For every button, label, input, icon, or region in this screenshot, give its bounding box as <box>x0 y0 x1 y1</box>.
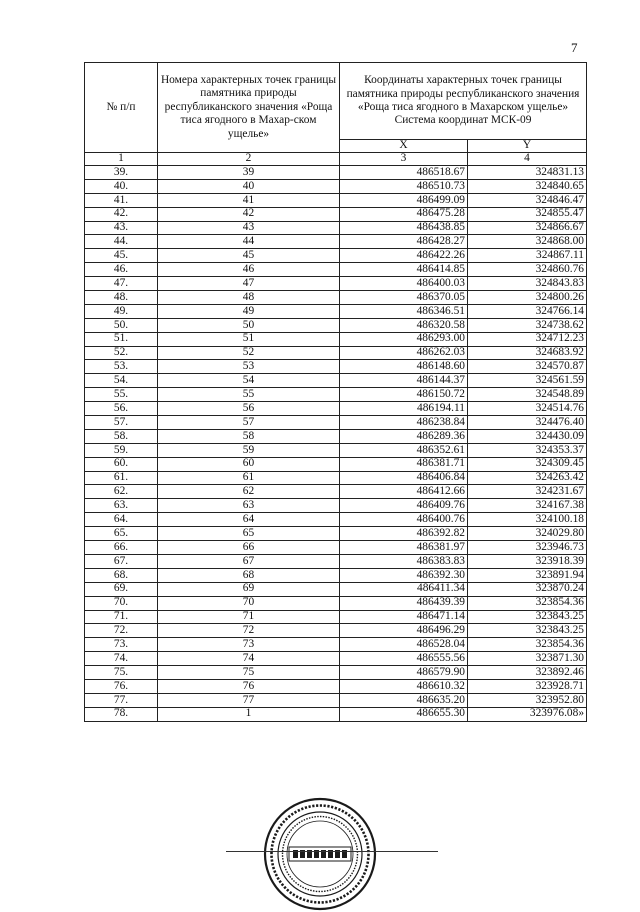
y-coordinate-cell: 323854.36 <box>468 596 587 610</box>
signature-line <box>226 851 438 852</box>
table-row <box>85 554 587 568</box>
x-coordinate-cell: 486579.90 <box>340 666 468 680</box>
y-coordinate-cell: 324860.76 <box>468 263 587 277</box>
x-coordinate-cell: 486439.39 <box>340 596 468 610</box>
x-coordinate-cell: 486414.85 <box>340 263 468 277</box>
point-number-cell: 51 <box>158 332 340 346</box>
point-number-cell: 71 <box>158 610 340 624</box>
x-coordinate-cell: 486422.26 <box>340 249 468 263</box>
row-number-cell: 49. <box>85 304 158 318</box>
point-number-cell: 48 <box>158 291 340 305</box>
row-number-cell: 50. <box>85 318 158 332</box>
x-coordinate-cell: 486346.51 <box>340 304 468 318</box>
y-coordinate-cell: 324846.47 <box>468 193 587 207</box>
y-coordinate-cell: 323946.73 <box>468 541 587 555</box>
row-number-cell: 66. <box>85 541 158 555</box>
x-coordinate-cell: 486381.71 <box>340 457 468 471</box>
x-coordinate-cell: 486289.36 <box>340 429 468 443</box>
table-row <box>85 304 587 318</box>
table-row <box>85 443 587 457</box>
table-row <box>85 679 587 693</box>
table-body <box>85 166 587 722</box>
x-coordinate-cell: 486471.14 <box>340 610 468 624</box>
point-number-cell: 58 <box>158 429 340 443</box>
x-coordinate-cell: 486555.56 <box>340 652 468 666</box>
table-row <box>85 652 587 666</box>
row-number-cell: 58. <box>85 429 158 443</box>
point-number-cell: 73 <box>158 638 340 652</box>
x-coordinate-cell: 486400.03 <box>340 277 468 291</box>
table-row <box>85 193 587 207</box>
row-number-cell: 40. <box>85 179 158 193</box>
row-number-cell: 73. <box>85 638 158 652</box>
point-number-cell: 66 <box>158 541 340 555</box>
x-coordinate-cell: 486438.85 <box>340 221 468 235</box>
point-number-cell: 52 <box>158 346 340 360</box>
header-coordinates: Координаты характерных точек границы памятника природы республиканского значения «Роща тиса ягодного в Махарском ущелье» Система координат МСК-09 <box>340 63 587 140</box>
x-coordinate-cell: 486392.30 <box>340 568 468 582</box>
point-number-cell: 63 <box>158 499 340 513</box>
table-row <box>85 388 587 402</box>
row-number-cell: 52. <box>85 346 158 360</box>
point-number-cell: 62 <box>158 485 340 499</box>
y-coordinate-cell: 323976.08» <box>468 707 587 721</box>
table-row <box>85 541 587 555</box>
row-number-cell: 43. <box>85 221 158 235</box>
row-number-cell: 56. <box>85 402 158 416</box>
point-number-cell: 77 <box>158 693 340 707</box>
y-coordinate-cell: 323928.71 <box>468 679 587 693</box>
table-row <box>85 402 587 416</box>
header-x: X <box>340 140 468 153</box>
x-coordinate-cell: 486352.61 <box>340 443 468 457</box>
row-number-cell: 76. <box>85 679 158 693</box>
y-coordinate-cell: 323871.30 <box>468 652 587 666</box>
y-coordinate-cell: 323918.39 <box>468 554 587 568</box>
point-number-cell: 75 <box>158 666 340 680</box>
table-row <box>85 527 587 541</box>
row-number-cell: 53. <box>85 360 158 374</box>
point-number-cell: 60 <box>158 457 340 471</box>
point-number-cell: 76 <box>158 679 340 693</box>
table-row <box>85 596 587 610</box>
x-coordinate-cell: 486428.27 <box>340 235 468 249</box>
x-coordinate-cell: 486518.67 <box>340 166 468 180</box>
y-coordinate-cell: 324430.09 <box>468 429 587 443</box>
y-coordinate-cell: 324548.89 <box>468 388 587 402</box>
y-coordinate-cell: 324712.23 <box>468 332 587 346</box>
point-number-cell: 56 <box>158 402 340 416</box>
y-coordinate-cell: 323952.80 <box>468 693 587 707</box>
table-row <box>85 638 587 652</box>
row-number-cell: 78. <box>85 707 158 721</box>
table-row <box>85 291 587 305</box>
header-y: Y <box>468 140 587 153</box>
point-number-cell: 39 <box>158 166 340 180</box>
table-row <box>85 666 587 680</box>
table-row <box>85 332 587 346</box>
table-header <box>85 63 587 166</box>
x-coordinate-cell: 486383.83 <box>340 554 468 568</box>
y-coordinate-cell: 324029.80 <box>468 527 587 541</box>
x-coordinate-cell: 486148.60 <box>340 360 468 374</box>
x-coordinate-cell: 486381.97 <box>340 541 468 555</box>
table-row <box>85 471 587 485</box>
point-number-cell: 61 <box>158 471 340 485</box>
x-coordinate-cell: 486293.00 <box>340 332 468 346</box>
table-row <box>85 166 587 180</box>
y-coordinate-cell: 324514.76 <box>468 402 587 416</box>
table-row <box>85 179 587 193</box>
row-number-cell: 74. <box>85 652 158 666</box>
table-row <box>85 610 587 624</box>
row-number-cell: 55. <box>85 388 158 402</box>
row-number-cell: 45. <box>85 249 158 263</box>
y-coordinate-cell: 324868.00 <box>468 235 587 249</box>
y-coordinate-cell: 323843.25 <box>468 624 587 638</box>
row-number-cell: 68. <box>85 568 158 582</box>
point-number-cell: 44 <box>158 235 340 249</box>
x-coordinate-cell: 486528.04 <box>340 638 468 652</box>
y-coordinate-cell: 324100.18 <box>468 513 587 527</box>
header-row-number: № п/п <box>85 63 158 153</box>
point-number-cell: 50 <box>158 318 340 332</box>
point-number-cell: 70 <box>158 596 340 610</box>
y-coordinate-cell: 324766.14 <box>468 304 587 318</box>
table-row <box>85 624 587 638</box>
table-row <box>85 693 587 707</box>
y-coordinate-cell: 324738.62 <box>468 318 587 332</box>
y-coordinate-cell: 324263.42 <box>468 471 587 485</box>
x-coordinate-cell: 486262.03 <box>340 346 468 360</box>
y-coordinate-cell: 324800.26 <box>468 291 587 305</box>
x-coordinate-cell: 486406.84 <box>340 471 468 485</box>
row-number-cell: 39. <box>85 166 158 180</box>
x-coordinate-cell: 486320.58 <box>340 318 468 332</box>
row-number-cell: 61. <box>85 471 158 485</box>
page-number: 7 <box>571 40 578 55</box>
table-row <box>85 707 587 721</box>
row-number-cell: 48. <box>85 291 158 305</box>
point-number-cell: 69 <box>158 582 340 596</box>
coordinates-table <box>84 62 587 722</box>
x-coordinate-cell: 486400.76 <box>340 513 468 527</box>
y-coordinate-cell: 324570.87 <box>468 360 587 374</box>
table-row <box>85 360 587 374</box>
table-row <box>85 249 587 263</box>
x-coordinate-cell: 486392.82 <box>340 527 468 541</box>
column-number: 4 <box>468 153 587 166</box>
x-coordinate-cell: 486496.29 <box>340 624 468 638</box>
point-number-cell: 68 <box>158 568 340 582</box>
column-number: 1 <box>85 153 158 166</box>
point-number-cell: 46 <box>158 263 340 277</box>
y-coordinate-cell: 323843.25 <box>468 610 587 624</box>
x-coordinate-cell: 486510.73 <box>340 179 468 193</box>
row-number-cell: 57. <box>85 416 158 430</box>
row-number-cell: 72. <box>85 624 158 638</box>
x-coordinate-cell: 486610.32 <box>340 679 468 693</box>
point-number-cell: 64 <box>158 513 340 527</box>
table-row <box>85 513 587 527</box>
y-coordinate-cell: 324866.67 <box>468 221 587 235</box>
row-number-cell: 62. <box>85 485 158 499</box>
x-coordinate-cell: 486499.09 <box>340 193 468 207</box>
table-row <box>85 582 587 596</box>
table-row <box>85 457 587 471</box>
table-row <box>85 277 587 291</box>
y-coordinate-cell: 323892.46 <box>468 666 587 680</box>
point-number-cell: 54 <box>158 374 340 388</box>
table-row <box>85 568 587 582</box>
row-number-cell: 71. <box>85 610 158 624</box>
column-numbers-row <box>85 153 587 166</box>
table-row <box>85 235 587 249</box>
row-number-cell: 69. <box>85 582 158 596</box>
point-number-cell: 72 <box>158 624 340 638</box>
official-seal-icon <box>262 796 378 912</box>
table-row <box>85 207 587 221</box>
x-coordinate-cell: 486370.05 <box>340 291 468 305</box>
table-row <box>85 221 587 235</box>
y-coordinate-cell: 323870.24 <box>468 582 587 596</box>
y-coordinate-cell: 324476.40 <box>468 416 587 430</box>
table-row <box>85 318 587 332</box>
row-number-cell: 67. <box>85 554 158 568</box>
point-number-cell: 42 <box>158 207 340 221</box>
x-coordinate-cell: 486409.76 <box>340 499 468 513</box>
header-point-numbers: Номера характерных точек границы памятника природы республиканского значения «Роща тиса ягодного в Махар-ском ущелье» <box>158 63 340 153</box>
row-number-cell: 54. <box>85 374 158 388</box>
y-coordinate-cell: 323854.36 <box>468 638 587 652</box>
row-number-cell: 60. <box>85 457 158 471</box>
x-coordinate-cell: 486150.72 <box>340 388 468 402</box>
row-number-cell: 41. <box>85 193 158 207</box>
row-number-cell: 70. <box>85 596 158 610</box>
table-row <box>85 416 587 430</box>
x-coordinate-cell: 486635.20 <box>340 693 468 707</box>
y-coordinate-cell: 324840.65 <box>468 179 587 193</box>
point-number-cell: 1 <box>158 707 340 721</box>
row-number-cell: 64. <box>85 513 158 527</box>
point-number-cell: 57 <box>158 416 340 430</box>
y-coordinate-cell: 323891.94 <box>468 568 587 582</box>
row-number-cell: 44. <box>85 235 158 249</box>
point-number-cell: 55 <box>158 388 340 402</box>
column-number: 2 <box>158 153 340 166</box>
row-number-cell: 77. <box>85 693 158 707</box>
y-coordinate-cell: 324867.11 <box>468 249 587 263</box>
point-number-cell: 40 <box>158 179 340 193</box>
point-number-cell: 49 <box>158 304 340 318</box>
x-coordinate-cell: 486655.30 <box>340 707 468 721</box>
row-number-cell: 59. <box>85 443 158 457</box>
y-coordinate-cell: 324843.83 <box>468 277 587 291</box>
y-coordinate-cell: 324855.47 <box>468 207 587 221</box>
table-row <box>85 374 587 388</box>
point-number-cell: 74 <box>158 652 340 666</box>
y-coordinate-cell: 324831.13 <box>468 166 587 180</box>
point-number-cell: 53 <box>158 360 340 374</box>
x-coordinate-cell: 486475.28 <box>340 207 468 221</box>
y-coordinate-cell: 324309.45 <box>468 457 587 471</box>
x-coordinate-cell: 486144.37 <box>340 374 468 388</box>
row-number-cell: 63. <box>85 499 158 513</box>
point-number-cell: 59 <box>158 443 340 457</box>
row-number-cell: 47. <box>85 277 158 291</box>
row-number-cell: 46. <box>85 263 158 277</box>
x-coordinate-cell: 486411.34 <box>340 582 468 596</box>
y-coordinate-cell: 324683.92 <box>468 346 587 360</box>
x-coordinate-cell: 486238.84 <box>340 416 468 430</box>
y-coordinate-cell: 324231.67 <box>468 485 587 499</box>
y-coordinate-cell: 324561.59 <box>468 374 587 388</box>
point-number-cell: 43 <box>158 221 340 235</box>
y-coordinate-cell: 324353.37 <box>468 443 587 457</box>
column-number: 3 <box>340 153 468 166</box>
table-row <box>85 499 587 513</box>
point-number-cell: 47 <box>158 277 340 291</box>
row-number-cell: 51. <box>85 332 158 346</box>
table-row <box>85 429 587 443</box>
point-number-cell: 65 <box>158 527 340 541</box>
x-coordinate-cell: 486194.11 <box>340 402 468 416</box>
row-number-cell: 75. <box>85 666 158 680</box>
y-coordinate-cell: 324167.38 <box>468 499 587 513</box>
table-row <box>85 263 587 277</box>
table-row <box>85 485 587 499</box>
point-number-cell: 67 <box>158 554 340 568</box>
table-row <box>85 346 587 360</box>
point-number-cell: 41 <box>158 193 340 207</box>
x-coordinate-cell: 486412.66 <box>340 485 468 499</box>
row-number-cell: 42. <box>85 207 158 221</box>
row-number-cell: 65. <box>85 527 158 541</box>
point-number-cell: 45 <box>158 249 340 263</box>
